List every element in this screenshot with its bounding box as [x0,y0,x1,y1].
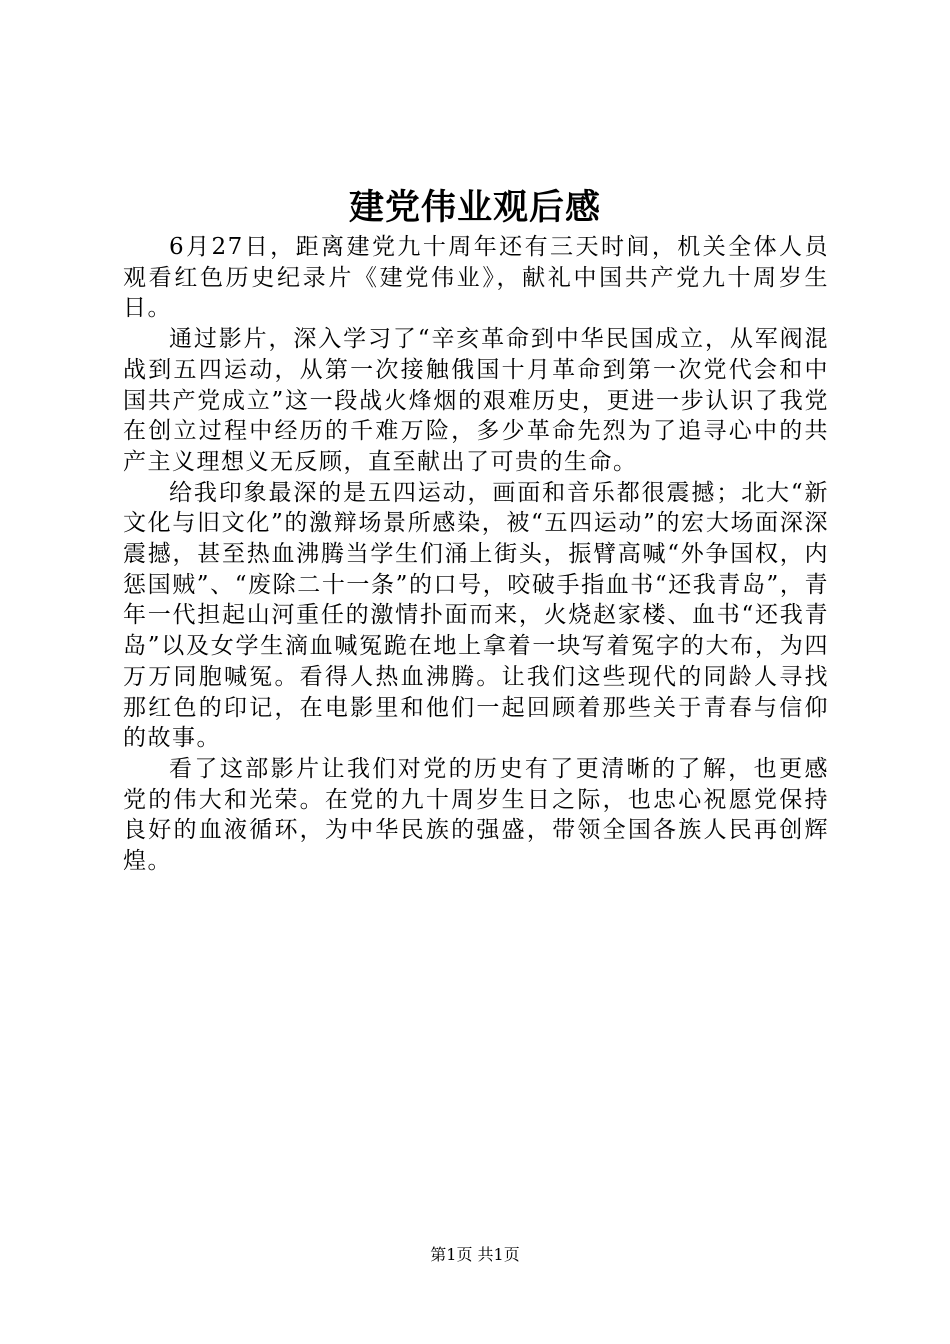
document-title: 建党伟业观后感 [348,187,601,228]
document-body [123,232,829,877]
page-number-footer: 第1页 共1页 [430,1245,520,1264]
paragraph-history: 通过影片，深入学习了“辛亥革命到中华民国成立，从军阀混战到五四运动，从第一次接触俄国十月革命到第一次党代会和中国共产党成立”这一段战火烽烟的艰难历史，更进一步认识了我党在创立过程中经历的千难万险，多少革命先烈为了追寻心中的共产主义理想义无反顾，直至献出了可贵的生命。 [123,326,829,475]
paragraph-conclusion: 看了这部影片让我们对党的历史有了更清晰的了解，也更感党的伟大和光荣。在党的九十周岁生日之际，也忠心祝愿党保持良好的血液循环，为中华民族的强盛，带领全国各族人民再创辉煌。 [123,755,829,875]
paragraph-intro: 6月27日，距离建党九十周年还有三天时间，机关全体人员观看红色历史纪录片《建党伟业》，献礼中国共产党九十周岁生日。 [123,234,829,322]
paragraph-may-fourth: 给我印象最深的是五四运动，画面和音乐都很震撼；北大“新文化与旧文化”的激辩场景所感染，被“五四运动”的宏大场面深深震撼，甚至热血沸腾当学生们涌上街头，振臂高喊“外争国权，内惩国贼”、“废除二十一条”的口号，咬破手指血书“还我青岛”，青年一代担起山河重任的激情扑面而来，火烧赵家楼、血书“还我青岛”以及女学生滴血喊冤跪在地上拿着一块写着冤字的大布，为四万万同胞喊冤。看得人热血沸腾。让我们这些现代的同龄人寻找那红色的印记，在电影里和他们一起回顾着那些关于青春与信仰的故事。 [123,479,829,752]
